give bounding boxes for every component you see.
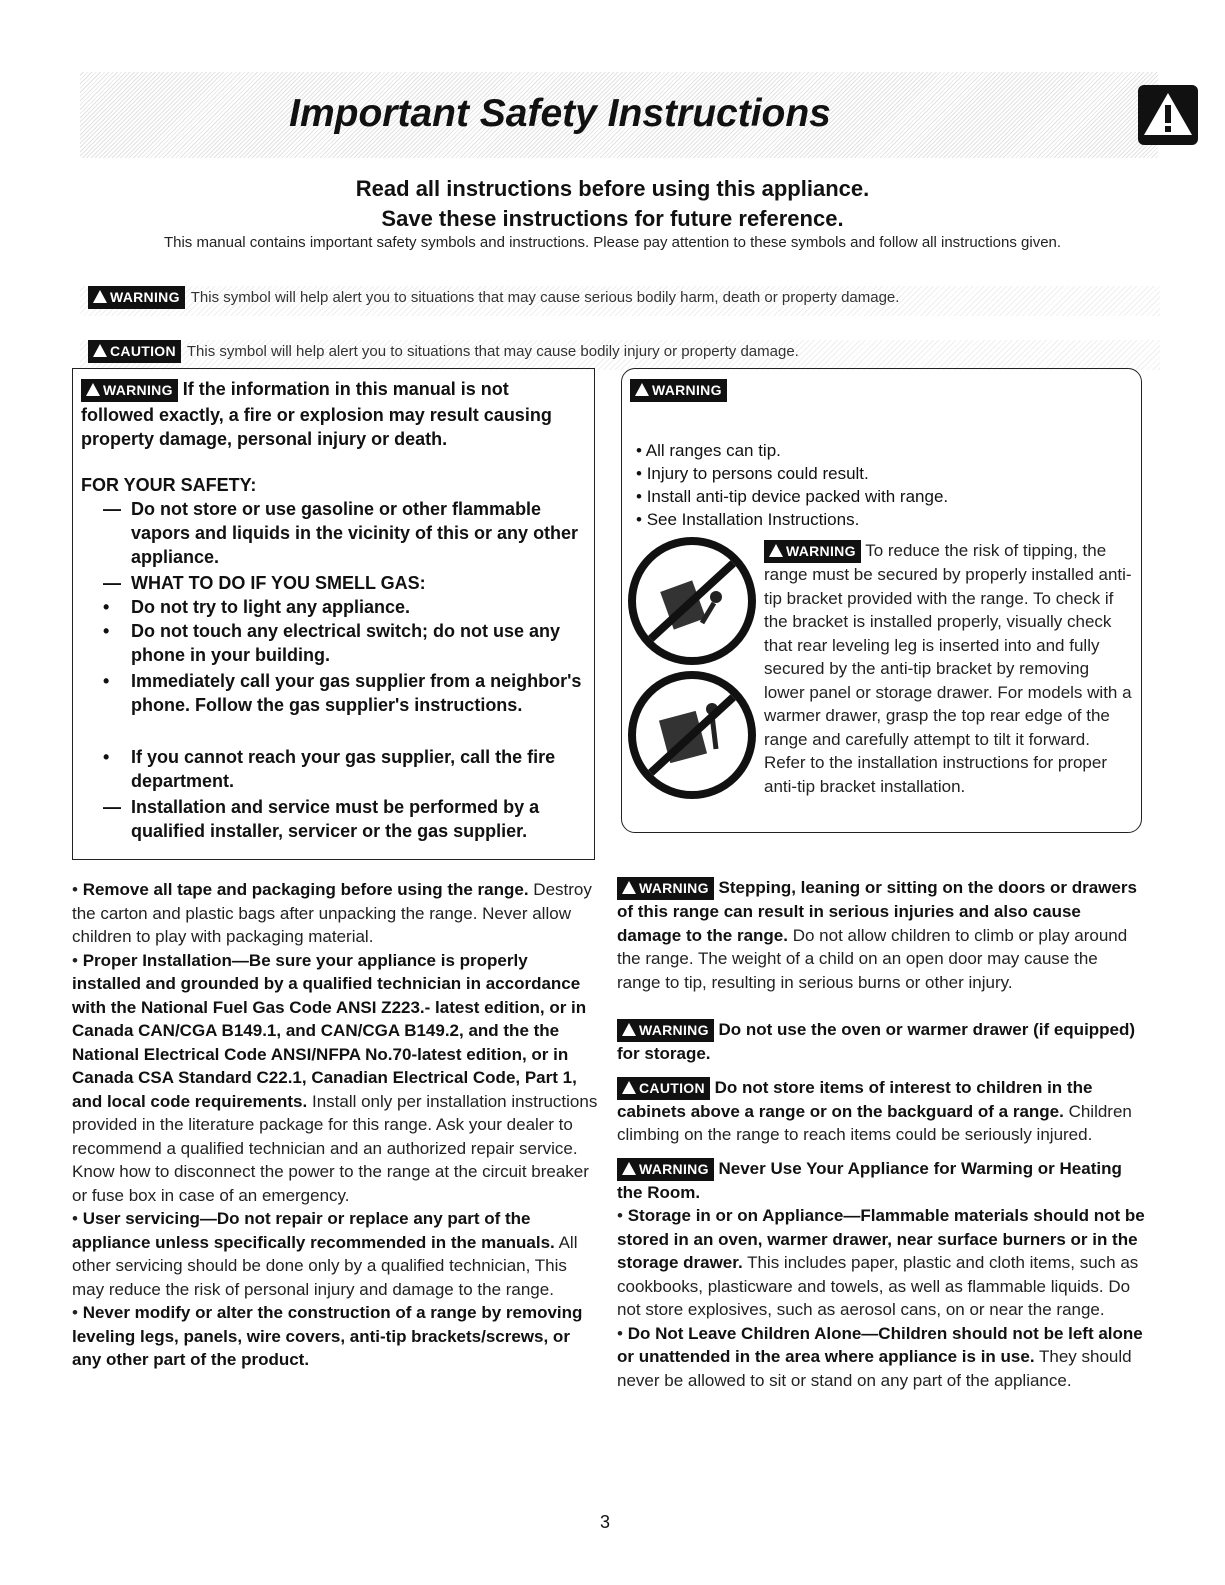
caution-badge: CAUTION [617, 1077, 710, 1100]
safety-item: Do not try to light any appliance. [131, 597, 411, 617]
range-tipping-prohibited-icon [628, 671, 756, 799]
list-item: • Proper Installation—Be sure your appliance is properly installed and grounded by a qualified technician in accordance with the National Fuel Gas Code ANSI Z223.- latest edition, or in Canada CAN/CGA B149.1, and CAN/CGA B149.2, and the the National Electrical Code ANSI/NFPA No.70-latest edition, or in Canada CSA Standard C22.1, Canadian Electrical Code, Part 1, and local code requirements. Install only per installation instructions provided in the literature package for this range. Ask your dealer to recommend a qualified technician and an authorized repair service. Know how to disconnect the power to the range at the circuit breaker or fuse box in case of an emergency. [72, 950, 598, 1205]
warning-badge: WARNING [81, 379, 178, 402]
warning-triangle-icon [622, 1023, 636, 1036]
caution-triangle-icon [622, 1081, 636, 1094]
warning-triangle-icon [622, 881, 636, 894]
tip-instructions: WARNING To reduce the risk of tipping, the range must be secured by properly installed anti-tip bracket provided with the range. To check if the bracket is installed properly, visually check that rear leveling leg is inserted into and fully secured by the anti-tip bracket by removing lower panel or storage drawer. For models with a warmer drawer, grasp the top rear edge of the range and carefully attempt to tilt it forward. Refer to the installation instructions for proper anti-tip bracket installation. [764, 541, 1132, 796]
warning-symbol-text: This symbol will help alert you to situations that may cause serious bodily harm, death or property damage. [190, 289, 900, 306]
alert-triangle-icon [1138, 85, 1198, 145]
list-item: • Never modify or alter the construction of a range by removing leveling legs, panels, wire covers, anti-tip brackets/screws, or any other part of the product. [72, 1303, 583, 1369]
tip-bullet: • See Installation Instructions. [636, 510, 860, 529]
page-number: 3 [600, 1512, 611, 1532]
safety-item: Do not touch any electrical switch; do not use any phone in your building. [131, 621, 561, 665]
warning-badge: WARNING [764, 540, 861, 563]
caution-symbol-text: This symbol will help alert you to situations that may cause bodily injury or property damage. [186, 343, 799, 360]
item-mark: • [103, 621, 110, 641]
item-mark: — [103, 573, 121, 593]
tip-warning-box [621, 368, 1142, 833]
safety-item: Do not store or use gasoline or other flammable vapors and liquids in the vicinity of this or any other appliance. [131, 499, 579, 567]
warning-badge: WARNING [617, 1019, 714, 1042]
tip-bullet: • Install anti-tip device packed with range. [636, 487, 949, 506]
safety-item: Installation and service must be performed by a qualified installer, servicer or the gas supplier. [131, 797, 540, 841]
safety-item: WHAT TO DO IF YOU SMELL GAS: [131, 573, 426, 593]
warning-badge: WARNING [88, 286, 185, 309]
warning-badge: WARNING [617, 1158, 714, 1181]
list-item: • User servicing—Do not repair or replace any part of the appliance unless specifically recommended in the manuals. All other servicing should be done only by a qualified technician, This may reduce the risk of personal injury and damage to the range. [72, 1209, 578, 1299]
list-item: • Do Not Leave Children Alone—Children should not be left alone or unattended in the area where appliance is in use. They should never be allowed to sit or stand on any part of the appliance. [617, 1323, 1143, 1390]
save-heading: Save these instructions for future reference. [381, 206, 844, 231]
gas-warning-box [72, 368, 595, 860]
list-item: • Storage in or on Appliance—Flammable materials should not be stored in an oven, warmer drawer, near surface burners or in the storage drawer. This includes paper, plastic and cloth items, such as cookbooks, plasticware and towels, as well as flammable liquids. Do not store explosives, such as aerosol cans, on or near the range. [617, 1206, 1145, 1320]
item-mark: • [103, 597, 110, 617]
warning-triangle-icon [86, 383, 100, 396]
item-mark: — [103, 797, 121, 817]
tip-warning-badge-wrap [630, 379, 727, 402]
caution-badge: CAUTION [88, 340, 181, 363]
warning-line-1: WARNING If the information in this manual is not [81, 377, 591, 402]
for-your-safety: FOR YOUR SAFETY: [81, 475, 257, 495]
warning-triangle-icon [635, 383, 649, 396]
list-item: • Remove all tape and packaging before using the range. Destroy the carton and plastic bags after unpacking the range. Never allow children to play with packaging material. [72, 880, 592, 946]
warning-line-2: followed exactly, a fire or explosion may result causing [81, 405, 552, 425]
tip-bullet: • Injury to persons could result. [636, 464, 869, 483]
storage-warning: WARNING Do not use the oven or warmer drawer (if equipped) for storage. [617, 1020, 1136, 1064]
tip-bullet: • All ranges can tip. [636, 441, 781, 460]
warning-triangle-icon [93, 290, 107, 303]
warning-symbol-row [80, 286, 1160, 316]
heating-warning: WARNING Never Use Your Appliance for Warming or Heating the Room. [617, 1158, 1122, 1202]
caution-symbol-row [80, 340, 1160, 370]
page-title: Important Safety Instructions [289, 92, 831, 135]
intro-text: This manual contains important safety symbols and instructions. Please pay attention to these symbols and follow all instructions given. [163, 234, 1062, 251]
item-mark: • [103, 747, 110, 767]
warning-badge: WARNING [630, 379, 727, 402]
safety-item: Immediately call your gas supplier from a neighbor's phone. Follow the gas supplier's instructions. [131, 671, 582, 715]
stepping-warning: WARNING Stepping, leaning or sitting on the doors or drawers of this range can result in serious injuries and also cause damage to the range. Do not allow children to climb or play around the range. The weight of a child on an open door may cause the range to tip, resulting in serious burns or other injury. [617, 878, 1137, 992]
read-all-heading: Read all instructions before using this appliance. [355, 176, 870, 201]
right-column [617, 876, 1145, 1392]
item-mark: — [103, 499, 121, 519]
warning-triangle-icon [622, 1162, 636, 1175]
item-mark: • [103, 671, 110, 691]
left-column [72, 878, 600, 1372]
child-on-door-prohibited-icon [628, 537, 756, 665]
warning-badge: WARNING [617, 877, 714, 900]
caution-triangle-icon [93, 344, 107, 357]
cabinet-caution: CAUTION Do not store items of interest to children in the cabinets above a range or on the backguard of a range. Children climbing on the range to reach items could be seriously injured. [617, 1077, 1132, 1145]
warning-line-3: property damage, personal injury or death. [81, 429, 448, 449]
warning-triangle-icon [769, 544, 783, 557]
safety-item: If you cannot reach your gas supplier, call the fire department. [131, 747, 556, 791]
title-banner [80, 72, 1158, 158]
